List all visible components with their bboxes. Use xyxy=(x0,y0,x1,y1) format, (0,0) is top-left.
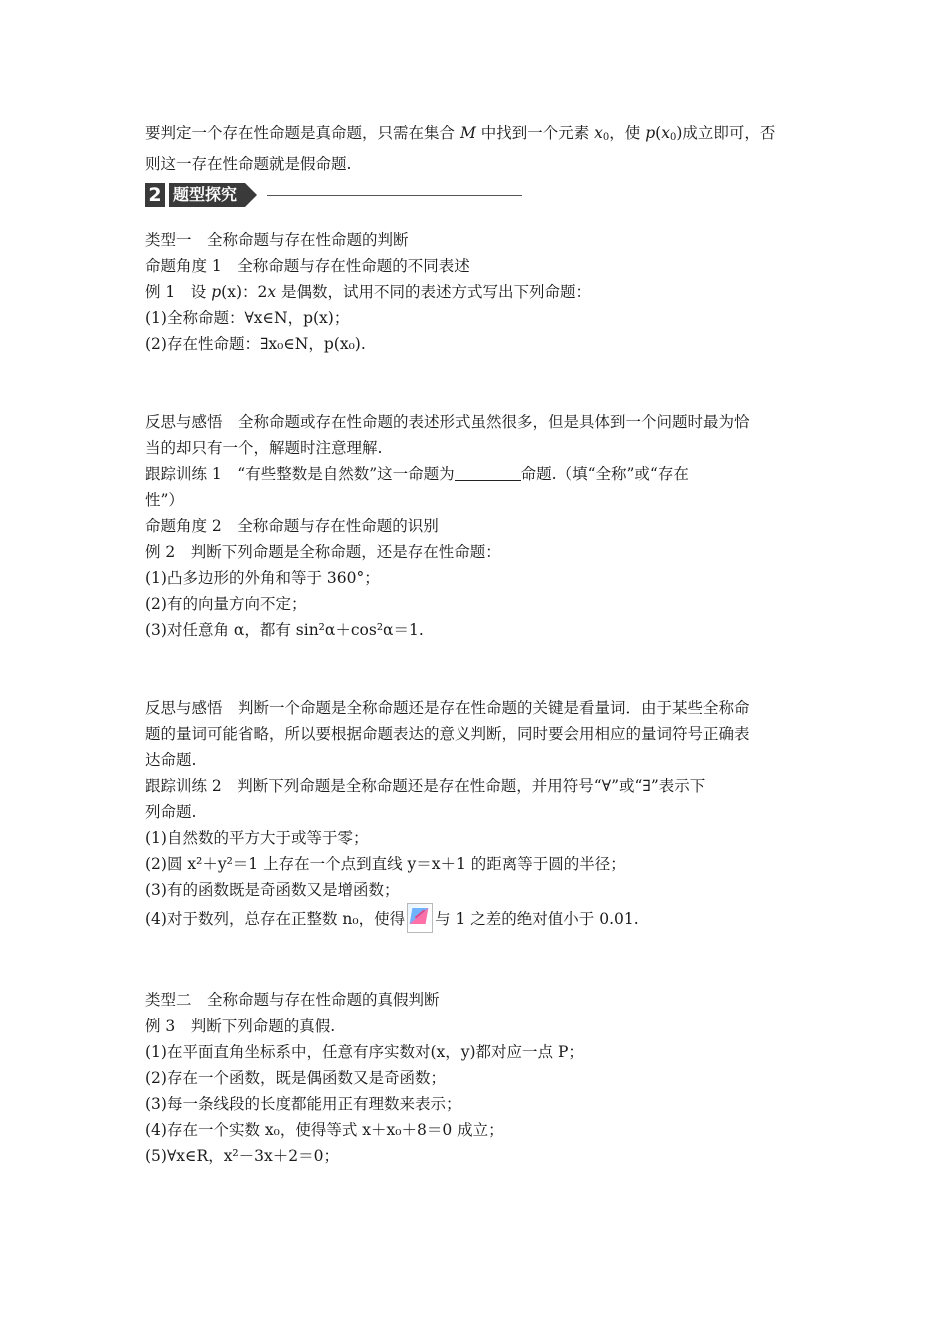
broken-image-icon xyxy=(407,903,433,933)
intro-line-1: 要判定一个存在性命题是真命题，只需在集合 M 中找到一个元素 $x_0$，使 $p(x_0)$成立即可，否 xyxy=(145,124,776,143)
angle-1-heading: 命题角度 1 全称命题与存在性命题的不同表述 xyxy=(145,257,470,275)
tracking-2-item-4: (4)对于数列，总存在正整数 n₀，使得 与 1 之差的绝对值小于 0.01. xyxy=(145,903,810,935)
section-number: 2 xyxy=(145,183,165,207)
example-2-item-3: (3)对任意角 α，都有 sin²α＋cos²α＝1. xyxy=(145,621,424,639)
example-2-item-1: (1)凸多边形的外角和等于 360°； xyxy=(145,569,380,587)
tracking-2-item-2: (2)圆 x²＋y²＝1 上存在一个点到直线 y＝x＋1 的距离等于圆的半径； xyxy=(145,855,626,873)
intro-line-2: 则这一存在性命题就是假命题. xyxy=(145,155,352,173)
type-2-heading: 类型二 全称命题与存在性命题的真假判断 xyxy=(145,991,440,1009)
example-1-stem: 例 1 设 p(x)：2x 是偶数，试用不同的表述方式写出下列命题： xyxy=(145,283,592,301)
example-3-item-4: (4)存在一个实数 x₀，使得等式 x＋x₀＋8＝0 成立； xyxy=(145,1121,504,1139)
tracking-2-item-1: (1)自然数的平方大于或等于零； xyxy=(145,829,369,847)
reflection-1-line-2: 当的却只有一个，解题时注意理解. xyxy=(145,439,383,457)
type-1-heading: 类型一 全称命题与存在性命题的判断 xyxy=(145,231,409,249)
tracking-1-line-2: 性”） xyxy=(145,491,184,509)
example-1-item-1: (1)全称命题：∀x∈N，p(x)； xyxy=(145,309,350,327)
section-header xyxy=(145,181,810,211)
example-3-item-3: (3)每一条线段的长度都能用正有理数来表示； xyxy=(145,1095,462,1113)
example-2-stem: 例 2 判断下列命题是全称命题，还是存在性命题： xyxy=(145,543,501,561)
reflection-2-line-2: 题的量词可能省略，所以要根据命题表达的意义判断，同时要会用相应的量词符号正确表 xyxy=(145,725,750,743)
example-2-item-2: (2)有的向量方向不定； xyxy=(145,595,307,613)
section-rule xyxy=(267,195,522,196)
reflection-2-line-1: 反思与感悟 判断一个命题是全称命题还是存在性命题的关键是看量词．由于某些全称命 xyxy=(145,699,750,717)
example-3-item-5: (5)∀x∈R，x²－3x＋2＝0； xyxy=(145,1147,339,1165)
example-3-item-1: (1)在平面直角坐标系中，任意有序实数对(x，y)都对应一点 P； xyxy=(145,1043,584,1061)
tracking-2-item-3: (3)有的函数既是奇函数又是增函数； xyxy=(145,881,400,899)
reflection-2-line-3: 达命题. xyxy=(145,751,197,769)
answer-blank xyxy=(455,466,521,481)
document-body xyxy=(145,120,810,1169)
example-3-item-2: (2)存在一个函数，既是偶函数又是奇函数； xyxy=(145,1069,446,1087)
angle-2-heading: 命题角度 2 全称命题与存在性命题的识别 xyxy=(145,517,439,535)
section-title: 题型探究 xyxy=(169,183,245,207)
tracking-1-line-1: 跟踪训练 1 “有些整数是自然数”这一命题为 命题.（填“全称”或“存在 xyxy=(145,465,689,483)
reflection-1-line-1: 反思与感悟 全称命题或存在性命题的表述形式虽然很多，但是具体到一个问题时最为恰 xyxy=(145,413,750,431)
example-1-item-2: (2)存在性命题：∃x₀∈N，p(x₀). xyxy=(145,335,366,353)
tracking-2-line-2: 列命题. xyxy=(145,803,197,821)
example-3-stem: 例 3 判断下列命题的真假. xyxy=(145,1017,336,1035)
tracking-2-line-1: 跟踪训练 2 判断下列命题是全称命题还是存在性命题，并用符号“∀”或“∃”表示下 xyxy=(145,777,706,795)
